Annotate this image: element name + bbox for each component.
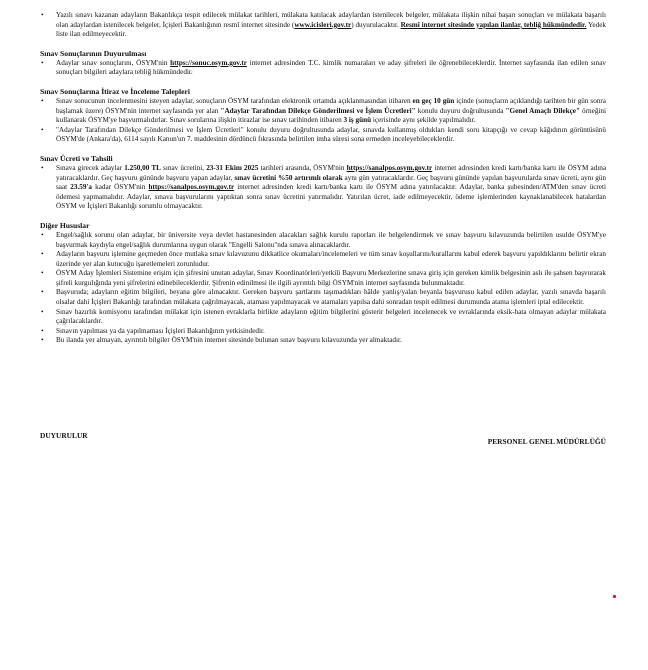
other-text-3: ÖSYM Aday İşlemleri Sistemine erişim için şifresini unutan adaylar, Sınav Koordinatörleri/yetkili Başvuru Merkezlerine sınava giriş için gereken kimlik belgesinin aslı ile şahsen başvurarak şifreli kurgulığında yeni şifrelerini edinebileceklerdir. Şifrenin edinilmesi ile ilgili ayrıntılı bilgi ÖSYM'nin internet sayfasında bulunmaktadır. xyxy=(56,269,606,287)
obj-text-c: konulu duyuru doğrultusunda xyxy=(415,106,506,115)
intro-bold-notice: Resmî internet sitesinde yapılan ilanlar, tebliğ hükmündedir. xyxy=(400,20,587,29)
section-title-objections: Sınav Sonuçlarına İtiraz ve İnceleme Talepleri xyxy=(40,86,190,96)
fee-text-b: sınav ücretini, xyxy=(160,163,207,172)
announce-label: DUYURULUR xyxy=(40,431,88,440)
other-item-7 xyxy=(40,336,606,346)
other-item-4 xyxy=(40,288,606,307)
bullet-icon: • xyxy=(41,163,44,172)
other-item-6 xyxy=(40,327,606,337)
other-text-4: Başvuruda; adayların eğitim bilgileri, beyana göre alınacaktır. Gereken başvuru şartlarını taşımadıkları hâlde yanlış/yalan beyanla başvurusu kabul edilen adaylar, yazılı sınavda başarılı olsalar dahi İçişleri Bakanlığı tarafından mülakata çağrılmayacak, ataması yapılmayacak ve atamaları yapılsa dahi sonradan tespit edilmesi durumunda atama işlemleri iptal edilecektir. xyxy=(56,288,606,307)
obj-text-d: örneğini kullanarak ÖSYM'ye başvurmalıdırlar. Sınav sorularına ilişkin itirazlar ise sınav tarihinden itibaren xyxy=(56,106,607,125)
section-title-other: Diğer Hususlar xyxy=(40,220,90,230)
fee-text-g: internet adresinden kredi kartı/banka kartı ile ÖSYM adına yatırılacaktır. Adaylar, banka şubesinden/ATM'den sınav ücreti ödemesi yapmamalıdır. Adaylar, sınava başvurularını yaptıktan sonra sınav ücretini yatırmalıdır. Yatırılan ücret, iade edilmeyecektir, ödeme işlemlerinden kaynaklanabilecek hatalardan ÖSYM ve İçişleri Bakanlığı sorumlu olmayacaktır. xyxy=(56,183,606,211)
sonuc-link[interactable]: https://sonuc.osym.gov.tr xyxy=(170,58,247,67)
fee-text-f: kadar ÖSYM'nin xyxy=(92,183,149,192)
results-text-b: internet adresinden T.C. kimlik numaraları ve aday şifreleri ile öğrenebileceklerdir. İnternet sayfasında ilan edilen sınav sonuçları bilgileri adaylara tebliğ hükmündedir. xyxy=(56,58,606,77)
sanalpos-link-2[interactable]: https://sanalpos.osym.gov.tr xyxy=(148,183,235,192)
other-text-1: Engel/sağlık sorunu olan adaylar, bir üniversite veya devlet hastanesinden alacakları sağlık kurulu raporları ile belgelendirmek ve sınav başvuru kılavuzunda belirtilen usulde ÖSYM'ye başvurmak kaydıyla engel/sağlık durumlarına uygun olarak "Engelli Salonu"nda sınava alınacaklardır. xyxy=(56,230,606,249)
intro-text-a: Yazılı sınavı kazanan adayların Bakanlıkça tespit edilecek mülakat tarihleri, mülakata katılacak adaylardan istenilecek belgeler, mülakata ilişkin nihai başarı sonuçları ve mülakata başarılı olan adaylardan istenilecek belgeler, İçişleri Bakanlığının resmî internet sitesinde ( xyxy=(56,11,606,29)
bullet-icon: • xyxy=(41,230,44,239)
fee-text-c: tarihleri arasında, ÖSYM'nin xyxy=(258,163,347,172)
other-item-3 xyxy=(40,269,606,288)
other-text-7: Bu ilanda yer almayan, ayrıntılı bilgiler ÖSYM'nin internet sitesinde bulunan sınav başvuru kılavuzunda yer almaktadır. xyxy=(56,336,402,345)
other-item-5 xyxy=(40,308,606,327)
section-title-results: Sınav Sonuçlarının Duyurulması xyxy=(40,48,147,58)
fee-deadline-time: 23.59'a xyxy=(70,183,93,192)
other-text-6: Sınavın yapılması ya da yapılmaması İçişleri Bakanlığının yetkisindedir. xyxy=(56,326,265,335)
fee-text-e: aynı gün yatıracaklardır. Geç başvuru gününde yapılan başvurularda sınav ücreti, aynı gün saat xyxy=(56,173,606,192)
bullet-icon: • xyxy=(41,307,44,316)
obj-bold-c: "Genel Amaçlı Dilekçe" xyxy=(505,106,580,115)
obj-text-a: Sınav sonucunun incelenmesini isteyen adaylar, sonuçların ÖSYM tarafından elektronik ortamda açıklanmasından itibaren xyxy=(56,96,413,105)
fee-text-d: internet adresinden kredi kartı/banka kartı ile ÖSYM adına yatıracaklardır. Geç başvuru gününde başvuru yapan adaylar, xyxy=(56,163,607,182)
results-text-a: Adaylar sınav sonuçlarını, ÖSYM'nin xyxy=(56,58,171,67)
obj-bold-a: en geç 10 gün xyxy=(412,96,455,105)
fee-late-increase: sınav ücretini %50 artırımlı olarak xyxy=(234,173,343,182)
bullet-icon: • xyxy=(41,96,44,105)
other-text-2: Adayların başvuru işlemine geçmeden önce mutlaka sınav kılavuzunu dikkatlice okumaları/incelemeleri ve tüm sınav koşullarını/kurallarını kabul ederek başvuru yapıldıklarını belirtir ekran üzerinde yer alan kutucuğu işaretlemeleri zorunludur. xyxy=(56,250,606,268)
section-title-fee: Sınav Ücreti ve Tahsili xyxy=(40,153,113,163)
bullet-icon: • xyxy=(41,288,44,297)
bullet-icon: • xyxy=(41,269,44,278)
objections-paragraph-1 xyxy=(40,97,606,126)
announcement-page xyxy=(40,11,606,346)
other-text-5: Sınav hazırlık komisyonu tarafından mülakat için istenen evraklarla birlikte adayların eğitim bilgilerini gösterir belgeleri incelenecek ve evraklarında eksik-hata olmayan adaylar mülakata çağrılacaklardır. xyxy=(56,307,606,326)
bullet-icon: • xyxy=(41,58,44,67)
bullet-icon: • xyxy=(41,336,44,345)
obj-text-p2: "Adaylar Tarafından Dilekçe Gönderilmesi ve İşlem Ücretleri" konulu duyuru doğrultusunda adaylar, sınavda kullanmış oldukları kendi soru kitapçığı ve cevap kâğıdının görüntüsünü ÖSYM'de (Ankara'da), 6114 sayılı Kanun'un 7. maddesinin dördüncü fıkrasında belirtilen imha süresi sona ermeden inceleyebileceklerdir. xyxy=(56,125,606,144)
intro-paragraph xyxy=(40,11,606,40)
results-paragraph xyxy=(40,59,606,78)
intro-text-c: Yedek liste ilan edilmeyecektir. xyxy=(56,20,606,39)
fee-text-a: Sınava girecek adaylar xyxy=(56,163,125,172)
other-item-1 xyxy=(40,231,606,250)
fee-paragraph xyxy=(40,164,606,212)
obj-text-b: içinde (sonuçların açıklandığı tarihten bir gün sonra başlamak üzere) ÖSYM'nin internet sayfasında yer alan xyxy=(56,96,606,115)
icisleri-link[interactable]: www.icisleri.gov.tr xyxy=(294,20,352,29)
bullet-icon: • xyxy=(41,125,44,134)
obj-bold-d: 3 iş günü xyxy=(343,116,372,125)
red-dot-mark xyxy=(613,595,616,598)
fee-dates: 23-31 Ekim 2025 xyxy=(206,163,259,172)
announcement-footer xyxy=(40,431,606,451)
obj-bold-b: "Adaylar Tarafından Dilekçe Gönderilmesi ve İşlem Ücretleri" xyxy=(220,106,416,115)
other-item-2 xyxy=(40,250,606,269)
intro-text-b: ) duyurulacaktır. xyxy=(351,20,401,29)
objections-paragraph-2 xyxy=(40,126,606,145)
fee-amount: 1.250,00 TL xyxy=(124,163,161,172)
bullet-icon: • xyxy=(41,326,44,335)
bullet-icon: • xyxy=(41,11,44,19)
bullet-icon: • xyxy=(41,250,44,259)
signature-authority: PERSONEL GENEL MÜDÜRLÜĞÜ xyxy=(487,437,606,446)
sanalpos-link-1[interactable]: https://sanalpos.osym.gov.tr xyxy=(346,163,433,172)
obj-text-e: içerisinde aynı şekilde yapılmalıdır. xyxy=(371,116,476,125)
